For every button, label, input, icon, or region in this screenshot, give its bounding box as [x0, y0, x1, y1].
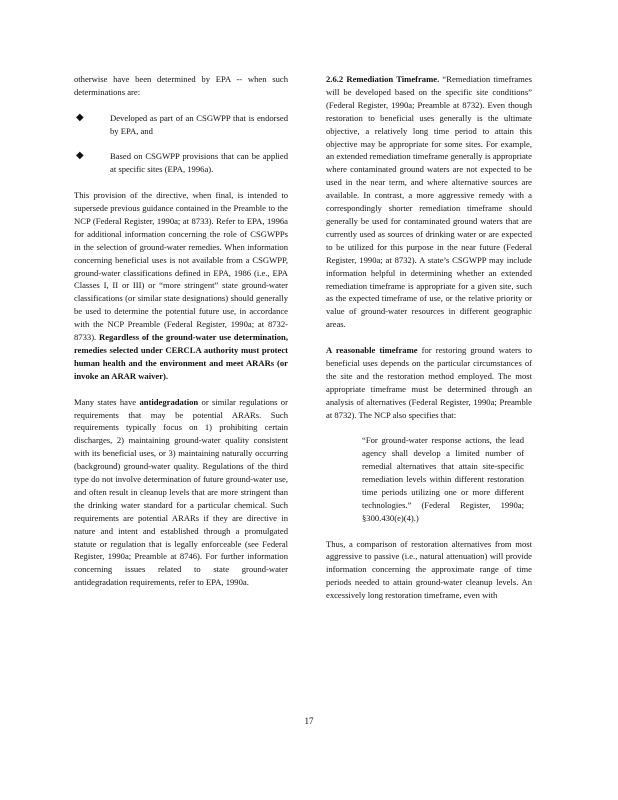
left-paragraph-3	[74, 396, 288, 590]
right-column	[326, 73, 532, 615]
left-column	[74, 73, 288, 602]
block-quote: “For ground-water response actions, the lead agency shall develop a limited number of remedial alternatives that attain site-specific remediation levels within different restoration time periods utilizing one or more different technologies.” (Federal Register, 1990a; §300.430(e)(4).)	[362, 435, 524, 523]
paragraph-text: Many states have	[74, 396, 137, 407]
paragraph-text: or similar regulations or requirements that may be potential ARARs. Such requirements typically focus on 1) prohibiting certain discharges, 2) maintaining ground-water quality consistent with its beneficial uses, or 3) maintaining naturally occurring (background) ground-water quality. Regulations of the third type do not involve determination of future ground-water use, and often result in cleanup levels that are more stringent than the drinking water standard for a particular chemical. Such requirements are potential ARARs if they are directive in nature and intent and established through a promulgated statute or regulation that is legally enforceable (see Federal Register, 1990a; Preamble at 8746). For further information concerning issues related to state ground-water antidegradation requirements, refer to EPA, 1990a.	[74, 396, 288, 588]
left-paragraph-2	[74, 189, 288, 383]
paragraph-text: “Remediation timeframes will be developed based on the specific site conditions” (Federal Register, 1990a; Preamble at 8732). Even though restoration to beneficial uses generally is the ultimate objective, a relatively long time period to attain this objective may be appropriate for some sites. For example, an extended remediation timeframe generally is appropriate where contaminated ground waters are not expected to be used in the near term, and where alternative sources are available. In contrast, a more aggressive remedy with a correspondingly shorter remediation timeframe should generally be used for contaminated ground waters that are currently used as sources of drinking water or are expected to be utilized for this purpose in the near future (Federal Register, 1990a; at 8732). A state’s CSGWPP may include information helpful in determining whether an extended remediation timeframe is appropriate for a given site, such as the expected timeframe of use, or the relative priority or value of ground-water resources in different geographic areas.	[326, 74, 532, 330]
emphasis-text: A reasonable timeframe	[326, 345, 418, 356]
section-heading: 2.6.2 Remediation Timeframe.	[326, 74, 440, 84]
left-paragraph-1: otherwise have been determined by EPA -- when such determinations are:	[74, 74, 288, 97]
bullet-item-2	[74, 150, 288, 176]
bullet-item-1	[74, 112, 288, 138]
bullet-text: Based on CSGWPP provisions that can be applied at specific sites (EPA, 1996a).	[110, 151, 288, 175]
bullet-text: Developed as part of an CSGWPP that is endorsed by EPA, and	[110, 112, 288, 136]
right-paragraph-1	[326, 73, 532, 331]
paragraph-text: for restoring ground waters to beneficial uses depends on the particular circumstances of the site and the restoration method employed. The most appropriate timeframe must be determined through an analysis of alternatives (Federal Register, 1990a; Preamble at 8732). The NCP also specifies that:	[326, 345, 533, 420]
diamond-bullet-icon: ◆	[76, 150, 84, 162]
paragraph-text: This provision of the directive, when final, is intended to supersede previous guidance contained in the Preamble to the NCP (Federal Register, 1990a; at 8733). Refer to EPA, 1996a for additional information concerning the role of CSGWPPs in the selection of ground-water remedies. When information concerning beneficial uses is not available from a CSGWPP, ground-water classifications defined in EPA, 1986 (i.e., EPA Classes I, II or III) or “more stringent” state ground-water classifications (or similar state designations) should generally be used to determine the potential future use, in accordance with the NCP Preamble (Federal Register, 1990a; at 8732-8733).	[74, 190, 288, 343]
diamond-bullet-icon: ◆	[76, 111, 84, 123]
emphasis-term: antidegradation	[139, 396, 199, 407]
emphasis-text: Regardless of the ground-water use determination, remedies selected under CERCLA authority must protect human health and the environment and meet ARARs (or invoke an ARAR waiver).	[74, 332, 288, 381]
right-paragraph-2	[326, 344, 532, 421]
right-paragraph-3: Thus, a comparison of restoration alternatives from most aggressive to passive (i.e., natural attenuation) will provide information concerning the approximate range of time periods needed to attain ground-water cleanup levels. An excessively long restoration timeframe, even with	[326, 538, 532, 601]
page-number: 17	[304, 716, 314, 726]
